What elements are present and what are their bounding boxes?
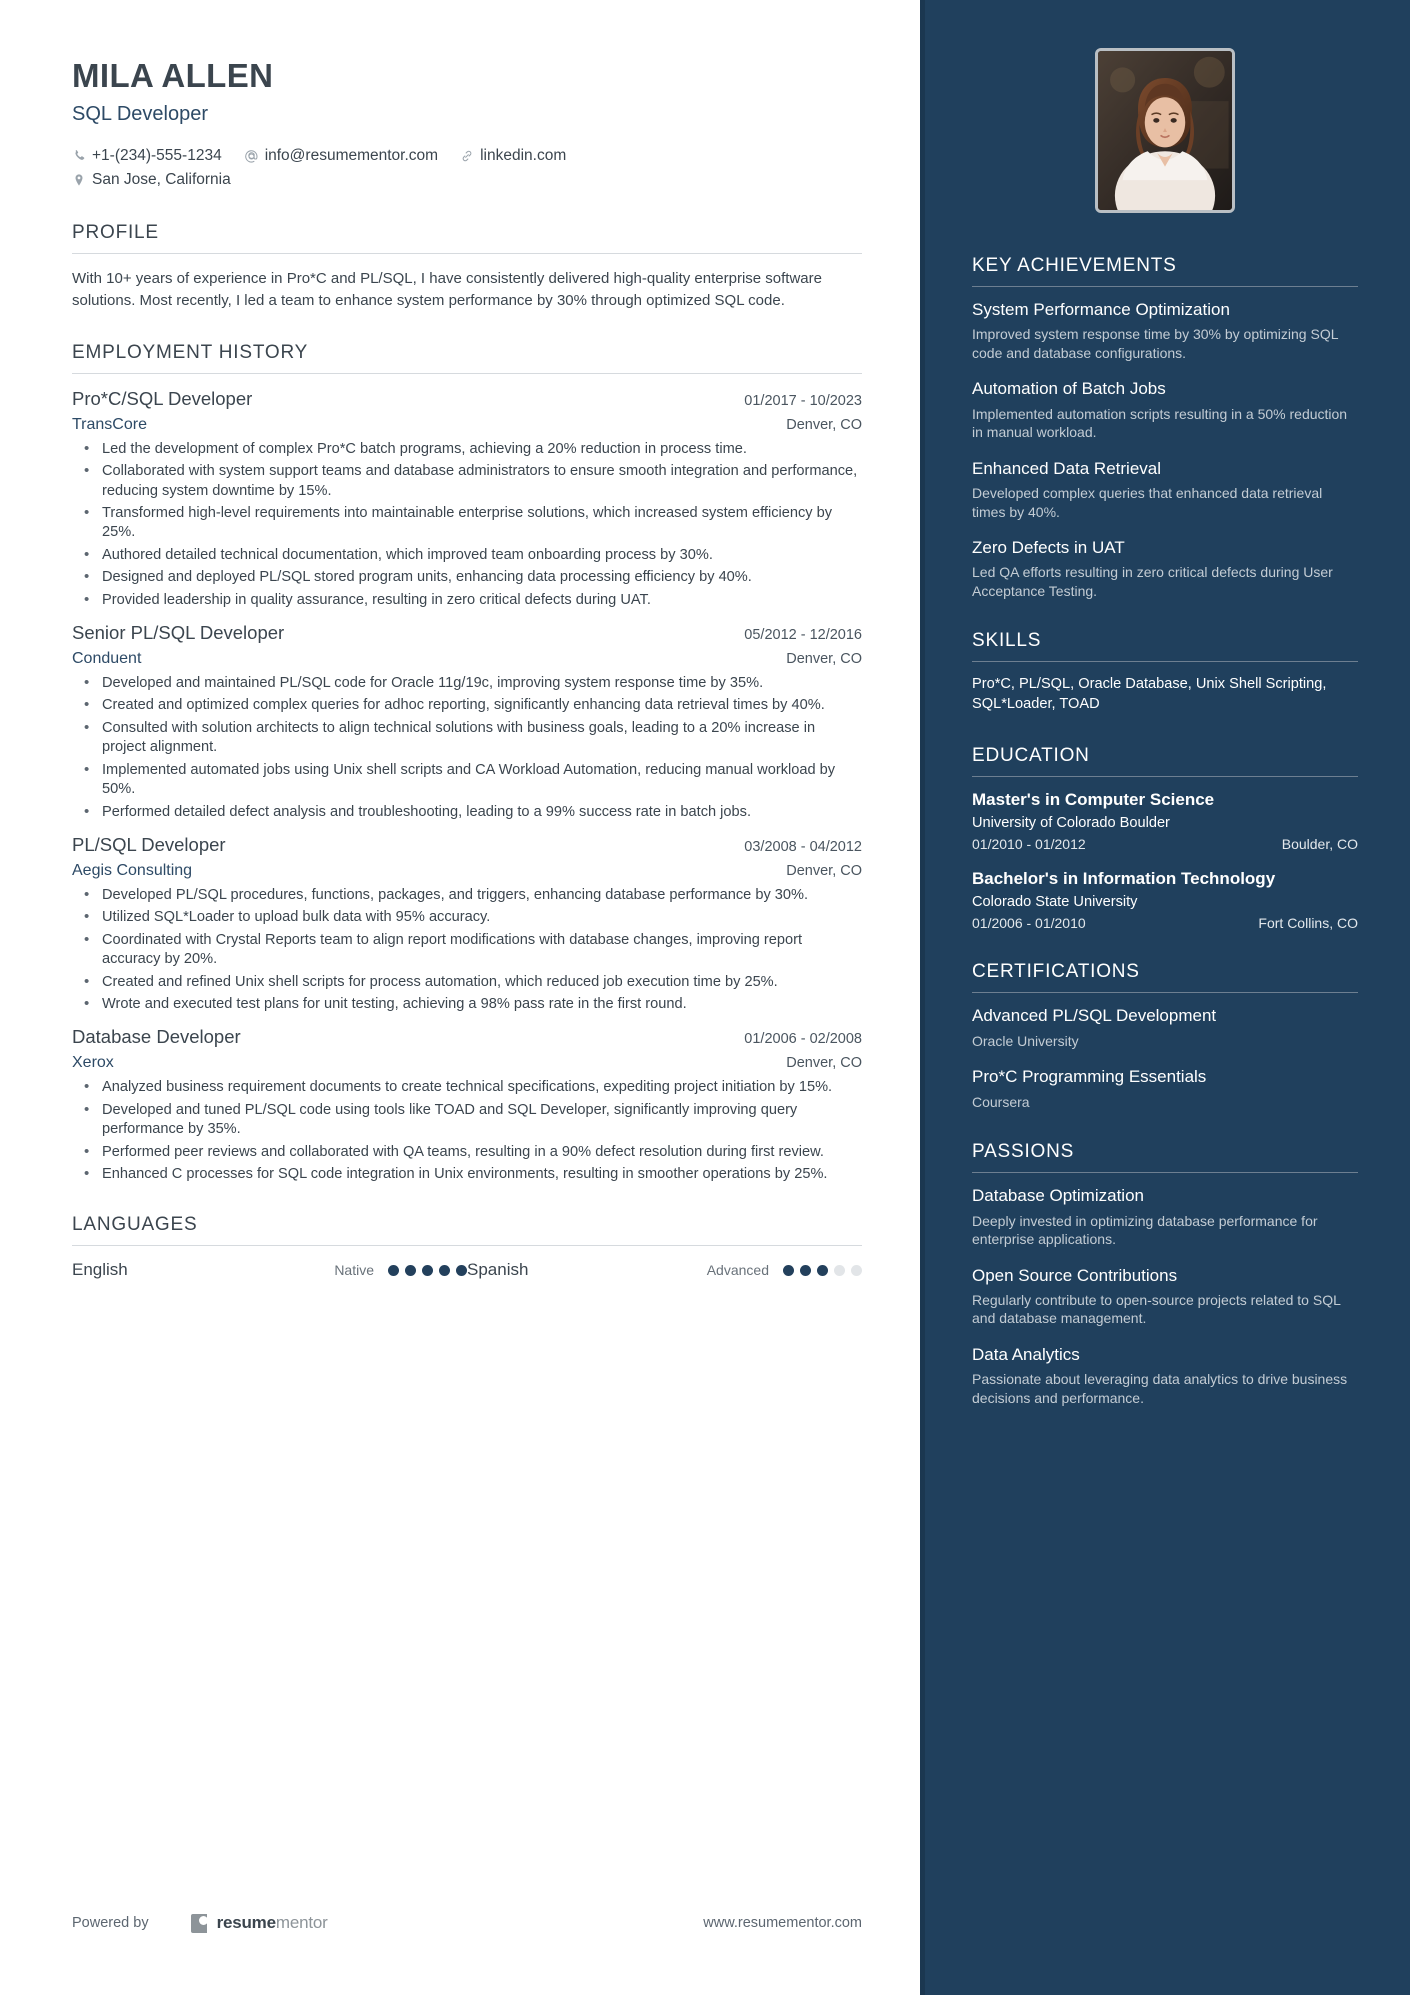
employment-bullet: • Created and refined Unix shell scripts for process automation, which reduced job execution time by 25%. xyxy=(72,973,862,992)
employment-role: Database Developer xyxy=(72,1026,241,1048)
employment-entry-sub xyxy=(72,1054,862,1072)
sidebar-section-achievements xyxy=(972,255,1358,600)
employment-company: Xerox xyxy=(72,1054,114,1072)
employment-bullets xyxy=(72,886,862,1014)
employment-location: Denver, CO xyxy=(786,1055,862,1072)
certification-item-desc: Oracle University xyxy=(972,1032,1079,1049)
language-rating-dot xyxy=(422,1265,433,1276)
language-rating xyxy=(388,1265,467,1276)
language-rating-dot xyxy=(834,1265,845,1276)
passion-item-title: Data Analytics xyxy=(972,1344,1080,1364)
section-employment xyxy=(72,342,862,1185)
powered-by-block xyxy=(72,1913,328,1933)
achievement-item-desc: Implemented automation scripts resulting in a 50% reduction in manual workload. xyxy=(972,405,1348,441)
achievement-item-title: Enhanced Data Retrieval xyxy=(972,458,1162,478)
certifications-divider xyxy=(972,992,1358,993)
employment-entry-sub xyxy=(72,416,862,434)
language-level: Native xyxy=(334,1262,374,1279)
certification-item xyxy=(972,1067,1358,1111)
employment-bullet: • Developed PL/SQL procedures, functions, packages, and triggers, enhancing database performance by 30%. xyxy=(72,886,862,905)
employment-entry xyxy=(72,834,862,1014)
brand-mark-icon xyxy=(191,1914,207,1933)
certifications-heading: CERTIFICATIONS xyxy=(972,961,1140,983)
job-title: SQL Developer xyxy=(72,103,208,126)
employment-bullet: • Enhanced C processes for SQL code integration in Unix environments, resulting in smoother operations by 25%. xyxy=(72,1165,862,1184)
email-icon xyxy=(244,149,259,164)
employment-list xyxy=(72,388,862,1185)
passion-item xyxy=(972,1345,1358,1407)
contact-linkedin[interactable] xyxy=(460,144,566,168)
footer xyxy=(72,1913,862,1933)
language-name: English xyxy=(72,1260,128,1280)
employment-heading: EMPLOYMENT HISTORY xyxy=(72,341,309,363)
contact-line-location xyxy=(72,168,862,192)
language-rating xyxy=(783,1265,862,1276)
passions-heading: PASSIONS xyxy=(972,1141,1075,1163)
language-level: Advanced xyxy=(706,1262,769,1279)
employment-entry-head xyxy=(72,834,862,856)
language-rating-dot xyxy=(456,1265,467,1276)
education-degree: Bachelor's in Information Technology xyxy=(972,869,1276,889)
employment-bullet: • Led the development of complex Pro*C batch programs, achieving a 20% reduction in process time. xyxy=(72,440,862,459)
employment-entry-head xyxy=(72,388,862,410)
avatar xyxy=(1095,48,1235,213)
contact-linkedin-text: linkedin.com xyxy=(480,147,567,165)
employment-bullets xyxy=(72,674,862,822)
contact-email[interactable] xyxy=(244,144,438,168)
sidebar-section-certifications xyxy=(972,961,1358,1111)
contact-location-text: San Jose, California xyxy=(92,171,231,189)
education-location: Fort Collins, CO xyxy=(1258,915,1358,932)
education-dates: 01/2006 - 01/2010 xyxy=(972,915,1086,932)
phone-icon xyxy=(72,149,86,163)
certification-item-title: Advanced PL/SQL Development xyxy=(972,1006,1217,1026)
education-dates: 01/2010 - 01/2012 xyxy=(972,836,1086,853)
language-item xyxy=(72,1260,467,1280)
contact-block xyxy=(72,144,862,192)
employment-entry-sub xyxy=(72,862,862,880)
brand-text xyxy=(217,1913,328,1933)
employment-entry-head xyxy=(72,622,862,644)
passion-item xyxy=(972,1186,1358,1248)
achievements-heading: KEY ACHIEVEMENTS xyxy=(972,255,1177,276)
resumementor-logo xyxy=(191,1913,328,1933)
languages-heading: LANGUAGES xyxy=(72,1214,198,1236)
employment-divider xyxy=(72,373,862,374)
passion-item-title: Open Source Contributions xyxy=(972,1265,1178,1285)
employment-dates: 05/2012 - 12/2016 xyxy=(744,627,862,644)
contact-location xyxy=(72,168,231,192)
sidebar-section-skills xyxy=(972,630,1358,714)
employment-entry-head xyxy=(72,1026,862,1048)
location-pin-icon xyxy=(72,173,86,187)
profile-divider xyxy=(72,253,862,254)
passions-divider xyxy=(972,1172,1358,1173)
skills-heading: SKILLS xyxy=(972,630,1042,652)
achievement-item-title: System Performance Optimization xyxy=(972,300,1230,319)
avatar-wrap xyxy=(972,48,1358,213)
language-rating-dot xyxy=(800,1265,811,1276)
employment-bullet: • Performed detailed defect analysis and troubleshooting, leading to a 99% success rate in batch jobs. xyxy=(72,803,862,822)
employment-bullet: • Transformed high-level requirements into maintainable enterprise solutions, which increased system efficiency by 25%. xyxy=(72,504,862,543)
profile-text: With 10+ years of experience in Pro*C and PL/SQL, I have consistently delivered high-quality enterprise software solutions. Most recently, I led a team to enhance system performance by 30% through optimized SQL code. xyxy=(72,270,822,310)
employment-location: Denver, CO xyxy=(786,416,862,433)
education-divider xyxy=(972,776,1358,777)
employment-dates: 03/2008 - 04/2012 xyxy=(744,838,862,855)
education-meta xyxy=(972,915,1358,931)
employment-bullet: • Provided leadership in quality assurance, resulting in zero critical defects during UAT. xyxy=(72,591,862,610)
employment-dates: 01/2017 - 10/2023 xyxy=(744,392,862,409)
sidebar xyxy=(920,0,1410,1995)
language-rating-dot xyxy=(405,1265,416,1276)
brand-light: mentor xyxy=(275,1913,328,1932)
achievement-item-desc: Led QA efforts resulting in zero critical defects during User Acceptance Testing. xyxy=(972,564,1333,599)
language-item xyxy=(467,1260,862,1280)
brand-bold: resume xyxy=(216,1913,276,1932)
employment-entry-sub xyxy=(72,650,862,668)
passion-item xyxy=(972,1266,1358,1328)
employment-location: Denver, CO xyxy=(786,862,862,879)
employment-bullets xyxy=(72,440,862,610)
language-rating-dot xyxy=(388,1265,399,1276)
page-title: MILA ALLEN xyxy=(72,57,274,94)
sidebar-section-passions xyxy=(972,1141,1358,1407)
achievement-item xyxy=(972,459,1358,521)
language-rating-dot xyxy=(817,1265,828,1276)
employment-company: Conduent xyxy=(72,650,142,668)
achievement-item xyxy=(972,538,1358,600)
employment-bullet: • Coordinated with Crystal Reports team to align report modifications with database changes, improving report accuracy by 20%. xyxy=(72,931,862,970)
certification-item xyxy=(972,1006,1358,1050)
employment-bullet: • Collaborated with system support teams and database administrators to ensure smooth integration and performance, reducing system downtime by 15%. xyxy=(72,462,862,501)
section-languages xyxy=(72,1214,862,1280)
employment-bullet: • Wrote and executed test plans for unit testing, achieving a 98% pass rate in the first round. xyxy=(72,995,862,1014)
languages-divider xyxy=(72,1245,862,1246)
passion-item-desc: Passionate about leveraging data analytics to drive business decisions and performance. xyxy=(972,1371,1348,1406)
employment-role: PL/SQL Developer xyxy=(72,833,226,855)
footer-website[interactable]: www.resumementor.com xyxy=(703,1915,862,1931)
employment-company: Aegis Consulting xyxy=(72,861,193,879)
achievement-item-desc: Improved system response time by 30% by optimizing SQL code and database configurations. xyxy=(972,326,1338,361)
contact-phone xyxy=(72,144,222,168)
certifications-list xyxy=(972,1006,1358,1111)
passion-item-desc: Deeply invested in optimizing database performance for enterprise applications. xyxy=(972,1212,1318,1248)
employment-bullets xyxy=(72,1078,862,1184)
employment-bullet: • Utilized SQL*Loader to upload bulk data with 95% accuracy. xyxy=(72,908,862,927)
employment-entry xyxy=(72,388,862,610)
section-profile xyxy=(72,222,862,312)
contact-line-primary xyxy=(72,144,862,168)
skills-divider xyxy=(972,661,1358,662)
contact-phone-text: +1-(234)-555-1234 xyxy=(92,147,222,165)
education-item xyxy=(972,869,1358,931)
employment-bullet: • Created and optimized complex queries for adhoc reporting, significantly enhancing data retrieval times by 40%. xyxy=(72,696,862,715)
employment-bullet: • Designed and deployed PL/SQL stored program units, enhancing data processing efficiency by 40%. xyxy=(72,568,862,587)
employment-bullet: • Developed and maintained PL/SQL code for Oracle 11g/19c, improving system response time by 35%. xyxy=(72,674,862,693)
employment-bullet: • Performed peer reviews and collaborated with QA teams, resulting in a 90% defect resolution during first review. xyxy=(72,1143,862,1162)
education-meta xyxy=(972,836,1358,852)
achievement-item-desc: Developed complex queries that enhanced data retrieval times by 40%. xyxy=(972,485,1323,520)
education-school: University of Colorado Boulder xyxy=(972,815,1170,832)
certification-item-title: Pro*C Programming Essentials xyxy=(972,1067,1207,1087)
achievement-item-title: Zero Defects in UAT xyxy=(972,537,1125,557)
link-icon xyxy=(460,149,474,163)
contact-email-text: info@resumementor.com xyxy=(264,147,439,165)
sidebar-section-education xyxy=(972,745,1358,932)
education-list xyxy=(972,790,1358,932)
profile-heading: PROFILE xyxy=(72,222,159,244)
passion-item-title: Database Optimization xyxy=(972,1186,1144,1206)
achievements-list xyxy=(972,300,1358,600)
certification-item-desc: Coursera xyxy=(972,1093,1030,1110)
passions-list xyxy=(972,1186,1358,1407)
employment-company: TransCore xyxy=(72,415,147,433)
language-rating-dot xyxy=(439,1265,450,1276)
language-name: Spanish xyxy=(467,1260,529,1280)
employment-entry xyxy=(72,622,862,822)
employment-role: Pro*C/SQL Developer xyxy=(72,387,253,409)
achievement-item-title: Automation of Batch Jobs xyxy=(972,379,1166,399)
employment-location: Denver, CO xyxy=(786,651,862,668)
education-heading: EDUCATION xyxy=(972,744,1090,766)
powered-by-label: Powered by xyxy=(72,1915,149,1931)
employment-entry xyxy=(72,1026,862,1184)
education-degree: Master's in Computer Science xyxy=(972,789,1215,809)
education-location: Boulder, CO xyxy=(1281,836,1358,853)
employment-bullet: • Consulted with solution architects to align technical solutions with business goals, leading to a 20% increase in project alignment. xyxy=(72,719,862,758)
employment-bullet: • Implemented automated jobs using Unix shell scripts and CA Workload Automation, reducing manual workload by 50%. xyxy=(72,761,862,800)
employment-bullet: • Authored detailed technical documentation, which improved team onboarding process by 30%. xyxy=(72,546,862,565)
language-rating-dot xyxy=(851,1265,862,1276)
skills-text: Pro*C, PL/SQL, Oracle Database, Unix Shell Scripting, SQL*Loader, TOAD xyxy=(972,676,1327,712)
achievements-divider xyxy=(972,286,1358,287)
education-item xyxy=(972,790,1358,852)
employment-role: Senior PL/SQL Developer xyxy=(72,622,285,644)
achievement-item xyxy=(972,300,1358,362)
education-school: Colorado State University xyxy=(972,894,1138,911)
passion-item-desc: Regularly contribute to open-source projects related to SQL and database management. xyxy=(972,1291,1341,1327)
achievement-item xyxy=(972,379,1358,441)
languages-list xyxy=(72,1260,862,1280)
employment-bullet: • Developed and tuned PL/SQL code using tools like TOAD and SQL Developer, significantly improving query performance by 35%. xyxy=(72,1101,862,1140)
employment-dates: 01/2006 - 02/2008 xyxy=(744,1031,862,1048)
employment-bullet: • Analyzed business requirement documents to create technical specifications, expediting project initiation by 15%. xyxy=(72,1078,862,1097)
language-rating-dot xyxy=(783,1265,794,1276)
